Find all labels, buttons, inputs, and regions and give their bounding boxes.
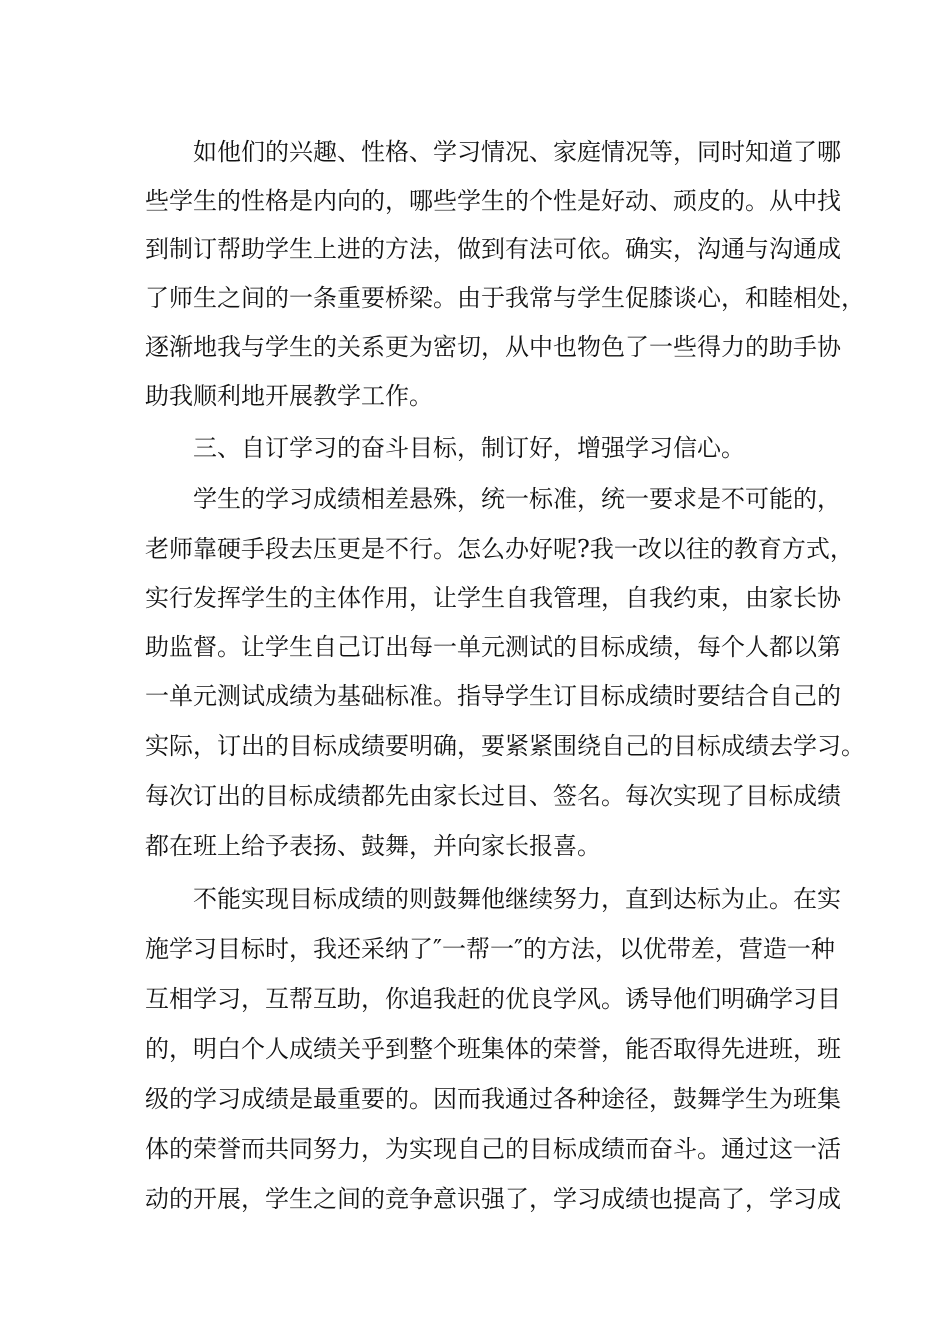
text-line: 互相学习，互帮互助，你追我赶的优良学风。诱导他们明确学习目 xyxy=(145,985,841,1013)
text-line: 了师生之间的一条重要桥梁。由于我常与学生促膝谈心，和睦相处， xyxy=(145,284,865,312)
text-line: 助监督。让学生自己订出每一单元测试的目标成绩，每个人都以第 xyxy=(145,633,841,661)
text-line: 施学习目标时，我还采纳了″一帮一″的方法，以优带差，营造一种 xyxy=(145,935,835,963)
text-line: 动的开展，学生之间的竞争意识强了，学习成绩也提高了，学习成 xyxy=(145,1185,841,1213)
text-line: 如他们的兴趣、性格、学习情况、家庭情况等，同时知道了哪 xyxy=(193,138,841,166)
text-line: 些学生的性格是内向的，哪些学生的个性是好动、顽皮的。从中找 xyxy=(145,187,841,215)
text-line: 逐渐地我与学生的关系更为密切，从中也物色了一些得力的助手协 xyxy=(145,333,841,361)
text-line: 体的荣誉而共同努力，为实现自己的目标成绩而奋斗。通过这一活 xyxy=(145,1135,841,1163)
text-line: 一单元测试成绩为基础标准。指导学生订目标成绩时要结合自己的 xyxy=(145,682,841,710)
text-line: 实行发挥学生的主体作用，让学生自我管理，自我约束，由家长协 xyxy=(145,584,841,612)
text-line: 实际，订出的目标成绩要明确，要紧紧围绕自己的目标成绩去学习。 xyxy=(145,732,865,760)
text-line: 级的学习成绩是最重要的。因而我通过各种途径，鼓舞学生为班集 xyxy=(145,1085,841,1113)
text-line: 学生的学习成绩相差悬殊，统一标准，统一要求是不可能的， xyxy=(193,485,841,513)
text-line: 都在班上给予表扬、鼓舞，并向家长报喜。 xyxy=(145,832,601,860)
section-heading: 三、自订学习的奋斗目标，制订好，增强学习信心。 xyxy=(193,434,745,462)
text-line: 每次订出的目标成绩都先由家长过目、签名。每次实现了目标成绩 xyxy=(145,782,841,810)
text-line: 助我顺利地开展教学工作。 xyxy=(145,382,433,410)
text-line: 不能实现目标成绩的则鼓舞他继续努力，直到达标为止。在实 xyxy=(193,885,841,913)
text-line: 老师靠硬手段去压更是不行。怎么办好呢?我一改以往的教育方式， xyxy=(145,535,854,563)
text-line: 的，明白个人成绩关乎到整个班集体的荣誉，能否取得先进班，班 xyxy=(145,1035,841,1063)
text-line: 到制订帮助学生上进的方法，做到有法可依。确实，沟通与沟通成 xyxy=(145,235,841,263)
